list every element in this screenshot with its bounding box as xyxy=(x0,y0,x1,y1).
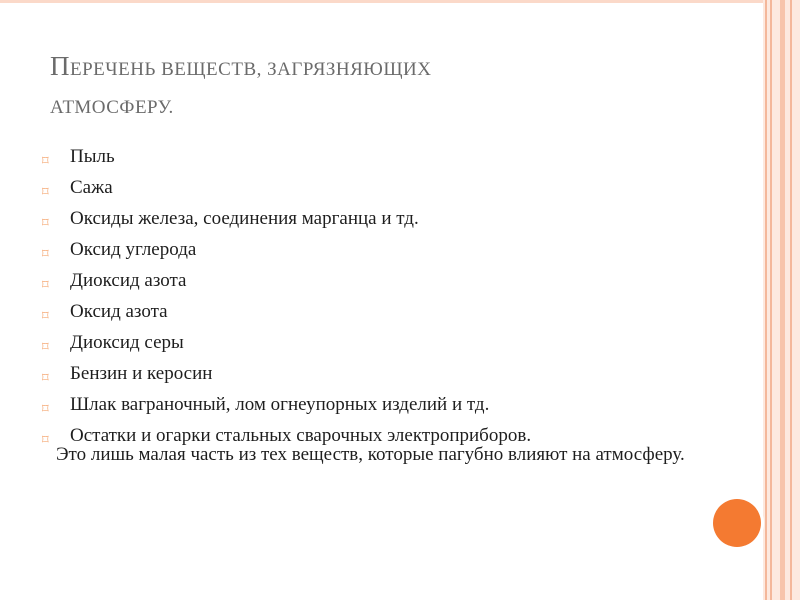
right-decor-line xyxy=(770,0,772,600)
bullet-text: Оксид азота xyxy=(70,301,168,322)
title-line-2: АТМОСФЕРУ. xyxy=(50,97,174,118)
bullet-item xyxy=(40,394,720,425)
orange-circle-decor xyxy=(713,499,761,547)
bullet-list xyxy=(40,146,720,456)
closing-note: Это лишь малая часть из тех веществ, которые пагубно влияют на атмосферу. xyxy=(56,444,685,465)
bullet-text: Бензин и керосин xyxy=(70,363,213,384)
slide-title xyxy=(50,47,740,127)
bullet-icon: ⌑ xyxy=(42,401,49,416)
bullet-text: Оксиды железа, соединения марганца и тд. xyxy=(70,208,419,229)
bullet-text: Пыль xyxy=(70,146,115,167)
title-first-letter: П xyxy=(50,51,70,81)
bullet-item xyxy=(40,239,720,270)
bullet-text: Сажа xyxy=(70,177,113,198)
bullet-icon: ⌑ xyxy=(42,370,49,385)
bullet-icon: ⌑ xyxy=(42,246,49,261)
bullet-text: Диоксид серы xyxy=(70,332,184,353)
bullet-text: Остатки и огарки стальных сварочных электроприборов. xyxy=(70,425,532,446)
bullet-icon: ⌑ xyxy=(42,339,49,354)
bullet-text: Диоксид азота xyxy=(70,270,187,291)
bullet-item xyxy=(40,301,720,332)
bullet-item xyxy=(40,332,720,363)
bullet-icon: ⌑ xyxy=(42,308,49,323)
bullet-icon: ⌑ xyxy=(42,277,49,292)
right-decor-line xyxy=(790,0,792,600)
bullet-icon: ⌑ xyxy=(42,153,49,168)
bullet-item xyxy=(40,177,720,208)
bullet-item xyxy=(40,363,720,394)
bullet-icon: ⌑ xyxy=(42,215,49,230)
bullet-text: Оксид углерода xyxy=(70,239,197,260)
bullet-item xyxy=(40,146,720,177)
title-line-1: ЕРЕЧЕНЬ ВЕЩЕСТВ, ЗАГРЯЗНЯЮЩИХ xyxy=(70,59,432,80)
bullet-item xyxy=(40,208,720,239)
bullet-icon: ⌑ xyxy=(42,184,49,199)
bullet-text: Шлак ваграночный, лом огнеупорных изделий и тд. xyxy=(70,394,490,415)
slide-content xyxy=(40,146,720,456)
bullet-item xyxy=(40,270,720,301)
right-decor-line xyxy=(780,0,785,600)
right-decor-line xyxy=(765,0,767,600)
top-decor-strip xyxy=(0,0,800,3)
bullet-icon: ⌑ xyxy=(42,432,49,447)
